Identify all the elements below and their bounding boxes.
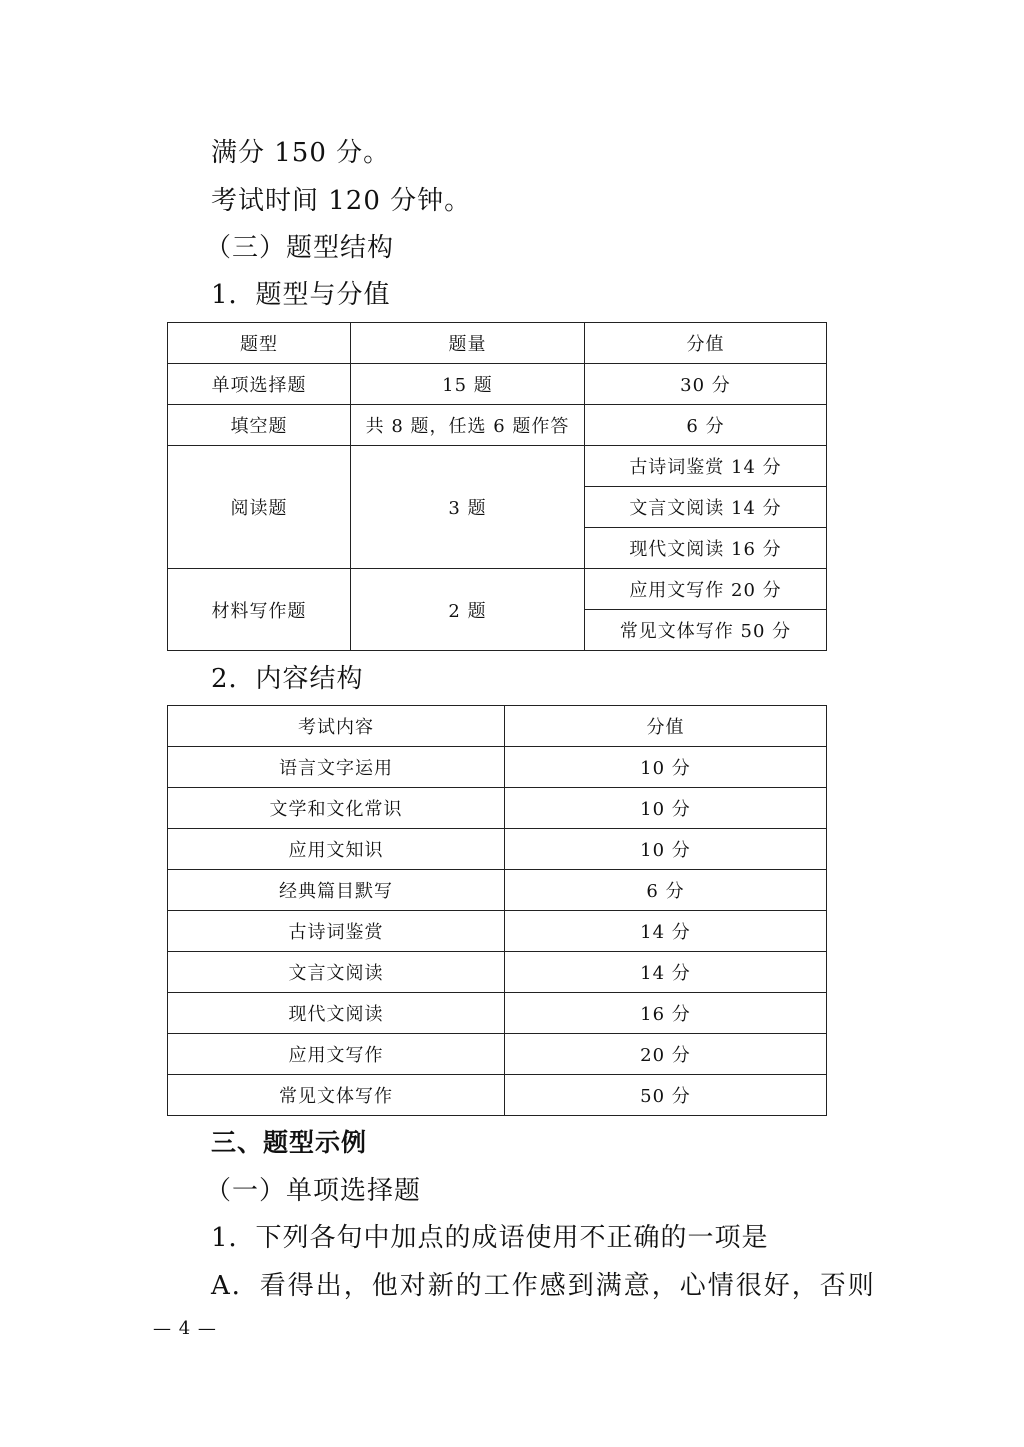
header-score: 分值 <box>505 706 827 747</box>
cell-content: 常见文体写作 <box>168 1075 505 1116</box>
cell-score: 应用文写作 20 分 <box>585 569 827 610</box>
table-header-row <box>168 323 827 364</box>
cell-count: 3 题 <box>351 446 585 569</box>
section-title-examples: 三、题型示例 <box>211 1128 368 1157</box>
cell-type: 材料写作题 <box>168 569 351 651</box>
table-row <box>168 364 827 405</box>
full-score-line: 满分 150 分。 <box>211 138 391 168</box>
cell-content: 现代文阅读 <box>168 993 505 1034</box>
subheading-single-choice: （一）单项选择题 <box>205 1176 422 1206</box>
cell-type: 填空题 <box>168 405 351 446</box>
cell-content: 经典篇目默写 <box>168 870 505 911</box>
cell-score: 20 分 <box>505 1034 827 1075</box>
question-1: 1．下列各句中加点的成语使用不正确的一项是 <box>211 1223 769 1253</box>
header-count: 题量 <box>351 323 585 364</box>
cell-content: 文言文阅读 <box>168 952 505 993</box>
cell-score: 6 分 <box>505 870 827 911</box>
table-row <box>168 1034 827 1075</box>
cell-count: 15 题 <box>351 364 585 405</box>
cell-score: 14 分 <box>505 911 827 952</box>
header-score: 分值 <box>585 323 827 364</box>
table-row <box>168 911 827 952</box>
header-content: 考试内容 <box>168 706 505 747</box>
cell-count: 2 题 <box>351 569 585 651</box>
cell-type: 阅读题 <box>168 446 351 569</box>
subheading-question-types: 1．题型与分值 <box>211 280 391 310</box>
cell-score: 50 分 <box>505 1075 827 1116</box>
cell-score: 古诗词鉴赏 14 分 <box>585 446 827 487</box>
cell-score: 10 分 <box>505 747 827 788</box>
cell-content: 语言文字运用 <box>168 747 505 788</box>
content-structure-table <box>167 705 827 1116</box>
cell-score: 6 分 <box>585 405 827 446</box>
subheading-content-structure: 2．内容结构 <box>211 664 364 694</box>
table-row <box>168 870 827 911</box>
table-row <box>168 829 827 870</box>
exam-time-line: 考试时间 120 分钟。 <box>211 186 472 216</box>
cell-score: 常见文体写作 50 分 <box>585 610 827 651</box>
cell-content: 应用文写作 <box>168 1034 505 1075</box>
cell-score: 16 分 <box>505 993 827 1034</box>
table-row <box>168 569 827 610</box>
cell-score: 10 分 <box>505 788 827 829</box>
cell-score: 14 分 <box>505 952 827 993</box>
cell-score: 30 分 <box>585 364 827 405</box>
cell-score: 文言文阅读 14 分 <box>585 487 827 528</box>
option-a: A．看得出，他对新的工作感到满意，心情很好，否则 <box>211 1271 876 1301</box>
cell-content: 古诗词鉴赏 <box>168 911 505 952</box>
table-row <box>168 446 827 487</box>
section-title-structure: （三）题型结构 <box>205 233 395 263</box>
question-types-table <box>167 322 827 651</box>
table-header-row <box>168 706 827 747</box>
cell-content: 文学和文化常识 <box>168 788 505 829</box>
header-type: 题型 <box>168 323 351 364</box>
table-row <box>168 747 827 788</box>
cell-count: 共 8 题，任选 6 题作答 <box>351 405 585 446</box>
cell-type: 单项选择题 <box>168 364 351 405</box>
cell-score: 现代文阅读 16 分 <box>585 528 827 569</box>
table-row <box>168 788 827 829</box>
table-row <box>168 1075 827 1116</box>
table-row <box>168 993 827 1034</box>
table-row <box>168 952 827 993</box>
page-number: — 4 — <box>153 1318 217 1339</box>
cell-content: 应用文知识 <box>168 829 505 870</box>
cell-score: 10 分 <box>505 829 827 870</box>
table-row <box>168 405 827 446</box>
